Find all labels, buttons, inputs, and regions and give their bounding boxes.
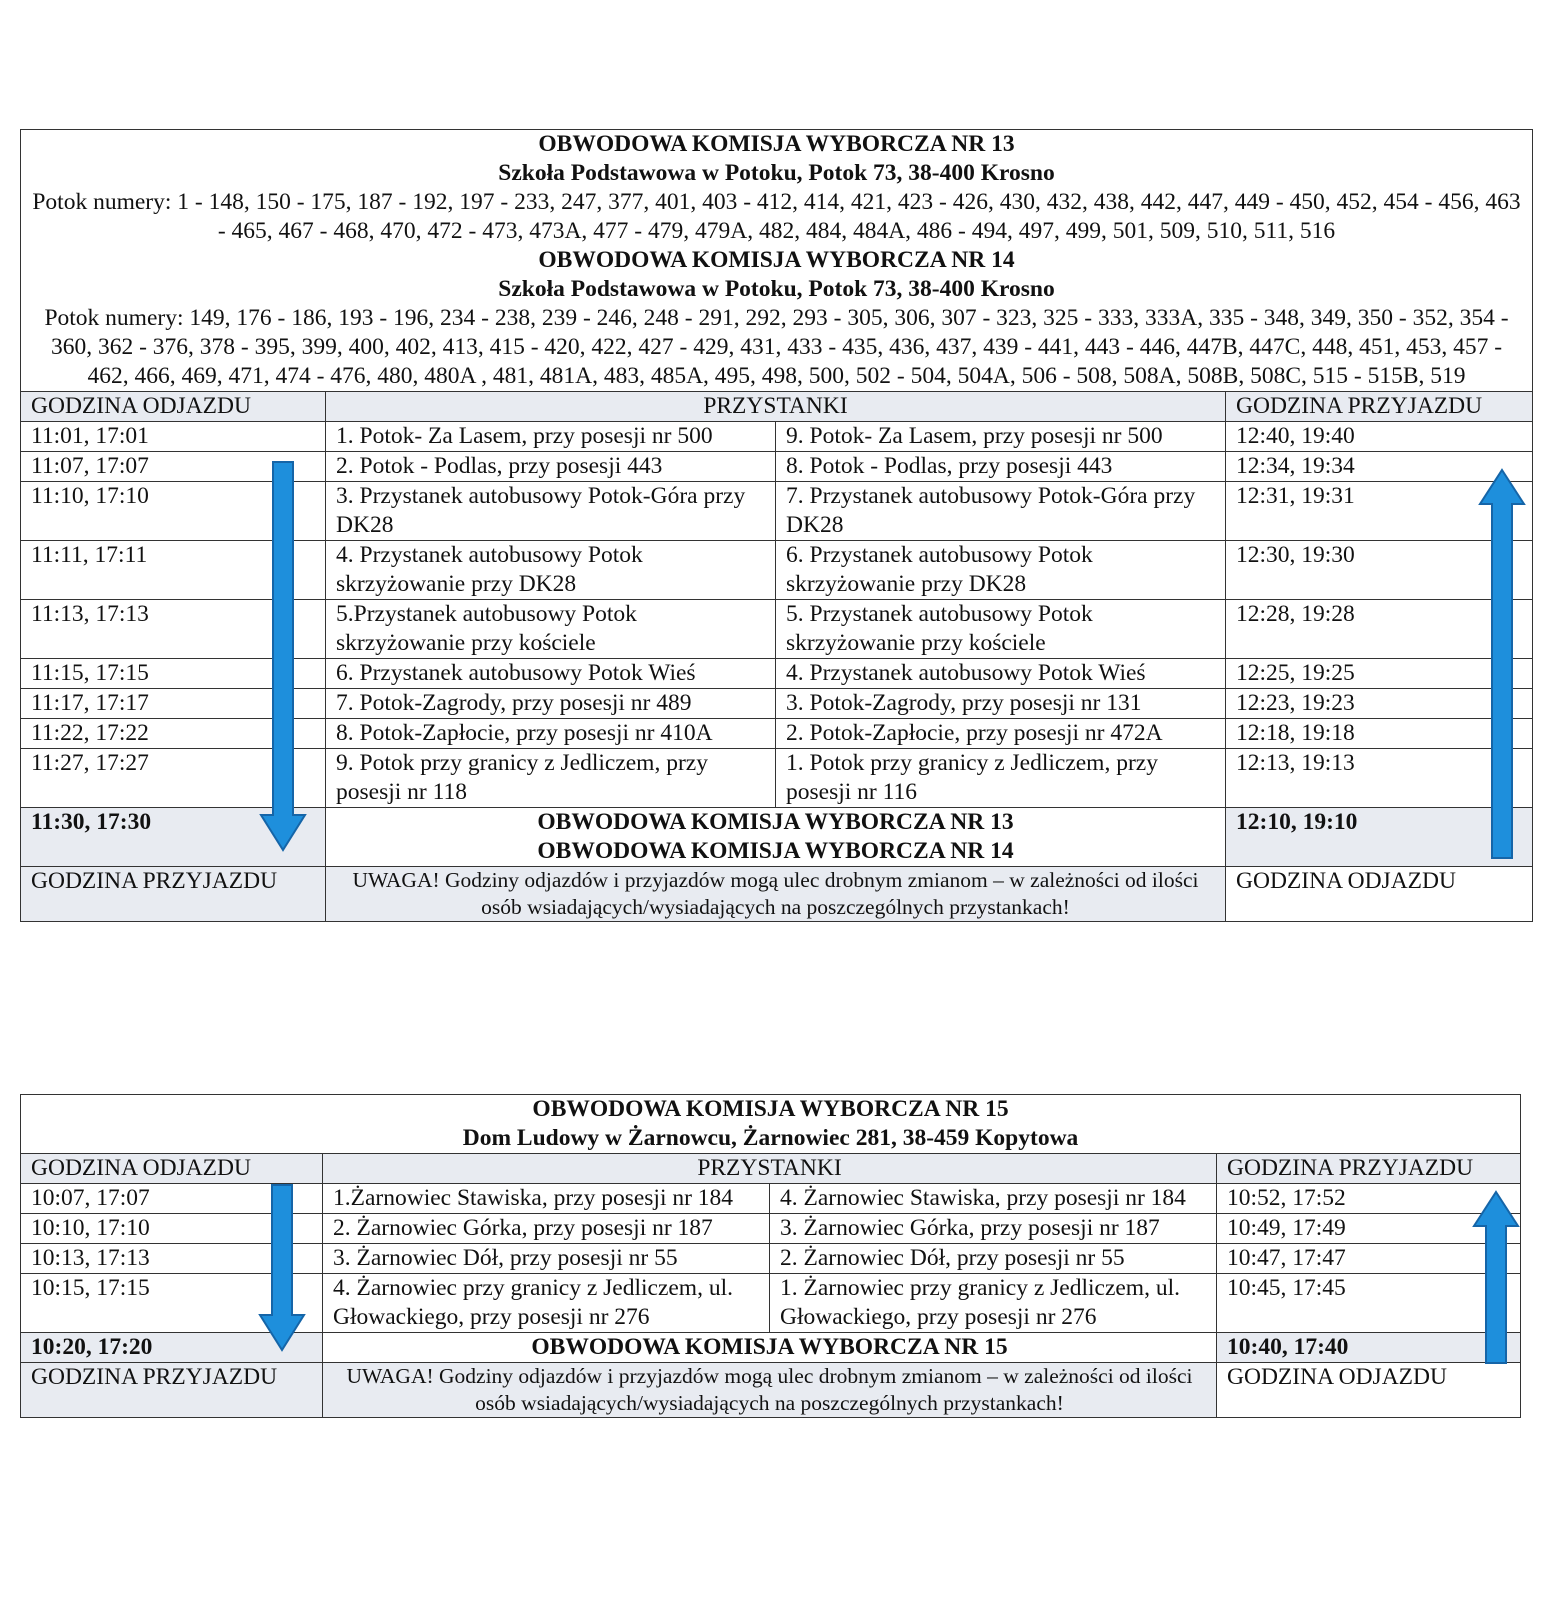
return-stop: 9. Potok- Za Lasem, przy posesji nr 500 — [776, 422, 1226, 452]
destination-arrival-time: 12:10, 19:10 — [1226, 808, 1533, 867]
outbound-stop: 3. Przystanek autobusowy Potok-Góra przy DK28 — [326, 482, 776, 541]
table-row — [21, 422, 1533, 452]
destination-departure-time: 11:30, 17:30 — [21, 808, 326, 867]
commission-title: OBWODOWA KOMISJA WYBORCZA NR 14 — [538, 247, 1015, 273]
schedule-header — [21, 1095, 1521, 1154]
departure-time: 11:13, 17:13 — [21, 600, 326, 659]
outbound-stop: 9. Potok przy granicy z Jedliczem, przy posesji nr 118 — [326, 749, 776, 808]
return-stop: 3. Żarnowiec Górka, przy posesji nr 187 — [770, 1214, 1217, 1244]
return-stop: 4. Żarnowiec Stawiska, przy posesji nr 184 — [770, 1184, 1217, 1214]
table-row — [21, 749, 1533, 808]
outbound-stop: 3. Żarnowiec Dół, przy posesji nr 55 — [323, 1244, 770, 1274]
outbound-stop: 4. Żarnowiec przy granicy z Jedliczem, ul. Głowackiego, przy posesji nr 276 — [323, 1274, 770, 1333]
arrow-down-icon — [257, 1183, 307, 1353]
arrival-time: 12:25, 19:25 — [1226, 659, 1533, 689]
arrow-down-shape — [260, 1185, 304, 1350]
arrival-time: 12:40, 19:40 — [1226, 422, 1533, 452]
arrow-down-icon — [258, 460, 308, 855]
commission-venue: Szkoła Podstawowa w Potoku, Potok 73, 38-400 Krosno — [498, 276, 1055, 302]
notice-text: UWAGA! Godziny odjazdów i przyjazdów mogą ulec drobnym zmianom – w zależności od ilości osób wsiadających/wysiadających na poszczególnych przystankach! — [323, 1363, 1217, 1418]
destination-line: OBWODOWA KOMISJA WYBORCZA NR 14 — [537, 838, 1014, 864]
return-stop: 2. Żarnowiec Dół, przy posesji nr 55 — [770, 1244, 1217, 1274]
departure-time: 10:13, 17:13 — [21, 1244, 323, 1274]
column-header-stops: PRZYSTANKI — [326, 392, 1226, 422]
return-stop: 3. Potok-Zagrody, przy posesji nr 131 — [776, 689, 1226, 719]
destination-commission — [326, 808, 1226, 867]
outbound-stop: 1. Potok- Za Lasem, przy posesji nr 500 — [326, 422, 776, 452]
outbound-stop: 5.Przystanek autobusowy Potok skrzyżowanie przy kościele — [326, 600, 776, 659]
table-row — [21, 1244, 1521, 1274]
column-header-stops: PRZYSTANKI — [323, 1154, 1217, 1184]
departure-time: 11:22, 17:22 — [21, 719, 326, 749]
arrival-time: 12:28, 19:28 — [1226, 600, 1533, 659]
footer-left-label: GODZINA PRZYJAZDU — [21, 867, 326, 922]
arrival-time: 10:47, 17:47 — [1217, 1244, 1521, 1274]
departure-time: 10:15, 17:15 — [21, 1274, 323, 1333]
arrow-up-shape — [1474, 1192, 1518, 1363]
return-stop: 7. Przystanek autobusowy Potok-Góra przy DK28 — [776, 482, 1226, 541]
column-header-arrival: GODZINA PRZYJAZDU — [1217, 1154, 1521, 1184]
schedule-table-1 — [20, 129, 1533, 922]
outbound-stop: 6. Przystanek autobusowy Potok Wieś — [326, 659, 776, 689]
outbound-stop: 2. Potok - Podlas, przy posesji 443 — [326, 452, 776, 482]
table-row — [21, 689, 1533, 719]
departure-time: 11:27, 17:27 — [21, 749, 326, 808]
departure-time: 11:11, 17:11 — [21, 541, 326, 600]
commission-title: OBWODOWA KOMISJA WYBORCZA NR 15 — [532, 1096, 1009, 1122]
column-header-departure: GODZINA ODJAZDU — [21, 1154, 323, 1184]
departure-time: 11:01, 17:01 — [21, 422, 326, 452]
return-stop: 1. Żarnowiec przy granicy z Jedliczem, ul. Głowackiego, przy posesji nr 276 — [770, 1274, 1217, 1333]
column-header-arrival: GODZINA PRZYJAZDU — [1226, 392, 1533, 422]
destination-commission: OBWODOWA KOMISJA WYBORCZA NR 15 — [323, 1333, 1217, 1363]
return-stop: 4. Przystanek autobusowy Potok Wieś — [776, 659, 1226, 689]
table-row — [21, 659, 1533, 689]
arrival-time: 12:18, 19:18 — [1226, 719, 1533, 749]
table-row — [21, 452, 1533, 482]
commission-title: OBWODOWA KOMISJA WYBORCZA NR 13 — [538, 131, 1015, 157]
departure-time: 11:15, 17:15 — [21, 659, 326, 689]
outbound-stop: 7. Potok-Zagrody, przy posesji nr 489 — [326, 689, 776, 719]
table-row — [21, 541, 1533, 600]
column-header-departure: GODZINA ODJAZDU — [21, 392, 326, 422]
arrival-time: 12:13, 19:13 — [1226, 749, 1533, 808]
house-numbers: Potok numery: 149, 176 - 186, 193 - 196, 234 - 238, 239 - 246, 248 - 291, 292, 293 - 305, 306, 307 - 323, 325 - 333, 333A, 335 - 348, 349, 350 - 352, 354 - 360, 362 - 376, 378 - 395, 399, 400, 402, 413, 415 - 420, 422, 427 - 429, 431, 433 - 435, 436, 437, 439 - 441, 443 - 446, 447B, 447C, 448, 451, 453, 457 - 462, 466, 469, 471, 474 - 476, 480, 480A , 481, 481A, 483, 485A, 495, 498, 500, 502 - 504, 504A, 506 - 508, 508A, 508B, 508C, 515 - 515B, 519 — [44, 305, 1509, 389]
departure-time: 11:07, 17:07 — [21, 452, 326, 482]
footer-right-label: GODZINA ODJAZDU — [1217, 1363, 1521, 1418]
notice-text: UWAGA! Godziny odjazdów i przyjazdów mogą ulec drobnym zmianom – w zależności od ilości osób wsiadających/wysiadających na poszczególnych przystankach! — [326, 867, 1226, 922]
outbound-stop: 4. Przystanek autobusowy Potok skrzyżowanie przy DK28 — [326, 541, 776, 600]
arrow-up-icon — [1471, 1188, 1521, 1366]
outbound-stop: 2. Żarnowiec Górka, przy posesji nr 187 — [323, 1214, 770, 1244]
outbound-stop: 8. Potok-Zapłocie, przy posesji nr 410A — [326, 719, 776, 749]
house-numbers: Potok numery: 1 - 148, 150 - 175, 187 - 192, 197 - 233, 247, 377, 401, 403 - 412, 414, 421, 423 - 426, 430, 432, 438, 442, 447, 449 - 450, 452, 454 - 456, 463 - 465, 467 - 468, 470, 472 - 473, 473A, 477 - 479, 479A, 482, 484, 484A, 486 - 494, 497, 499, 501, 509, 510, 511, 516 — [32, 189, 1521, 244]
footer-left-label: GODZINA PRZYJAZDU — [21, 1363, 323, 1418]
return-stop: 8. Potok - Podlas, przy posesji 443 — [776, 452, 1226, 482]
arrival-time: 12:30, 19:30 — [1226, 541, 1533, 600]
arrival-time: 12:34, 19:34 — [1226, 452, 1533, 482]
table-row — [21, 1274, 1521, 1333]
schedule-table-2 — [20, 1094, 1521, 1418]
arrival-time: 10:45, 17:45 — [1217, 1274, 1521, 1333]
return-stop: 6. Przystanek autobusowy Potok skrzyżowanie przy DK28 — [776, 541, 1226, 600]
departure-time: 11:10, 17:10 — [21, 482, 326, 541]
departure-time: 11:17, 17:17 — [21, 689, 326, 719]
destination-arrival-time: 10:40, 17:40 — [1217, 1333, 1521, 1363]
table-row — [21, 1214, 1521, 1244]
arrival-time: 10:49, 17:49 — [1217, 1214, 1521, 1244]
destination-line: OBWODOWA KOMISJA WYBORCZA NR 13 — [537, 809, 1014, 835]
destination-departure-time: 10:20, 17:20 — [21, 1333, 323, 1363]
departure-time: 10:07, 17:07 — [21, 1184, 323, 1214]
arrow-up-shape — [1480, 470, 1524, 858]
return-stop: 5. Przystanek autobusowy Potok skrzyżowanie przy kościele — [776, 600, 1226, 659]
arrival-time: 12:23, 19:23 — [1226, 689, 1533, 719]
arrival-time: 12:31, 19:31 — [1226, 482, 1533, 541]
table-row — [21, 719, 1533, 749]
table-row — [21, 600, 1533, 659]
return-stop: 1. Potok przy granicy z Jedliczem, przy posesji nr 116 — [776, 749, 1226, 808]
commission-venue: Dom Ludowy w Żarnowcu, Żarnowiec 281, 38-459 Kopytowa — [462, 1125, 1079, 1151]
arrow-down-shape — [261, 462, 305, 850]
footer-right-label: GODZINA ODJAZDU — [1226, 867, 1533, 922]
return-stop: 2. Potok-Zapłocie, przy posesji nr 472A — [776, 719, 1226, 749]
outbound-stop: 1.Żarnowiec Stawiska, przy posesji nr 184 — [323, 1184, 770, 1214]
arrow-up-icon — [1477, 466, 1527, 861]
arrival-time: 10:52, 17:52 — [1217, 1184, 1521, 1214]
table-row — [21, 1184, 1521, 1214]
commission-venue: Szkoła Podstawowa w Potoku, Potok 73, 38-400 Krosno — [498, 160, 1055, 186]
departure-time: 10:10, 17:10 — [21, 1214, 323, 1244]
schedule-header — [21, 130, 1533, 392]
table-row — [21, 482, 1533, 541]
